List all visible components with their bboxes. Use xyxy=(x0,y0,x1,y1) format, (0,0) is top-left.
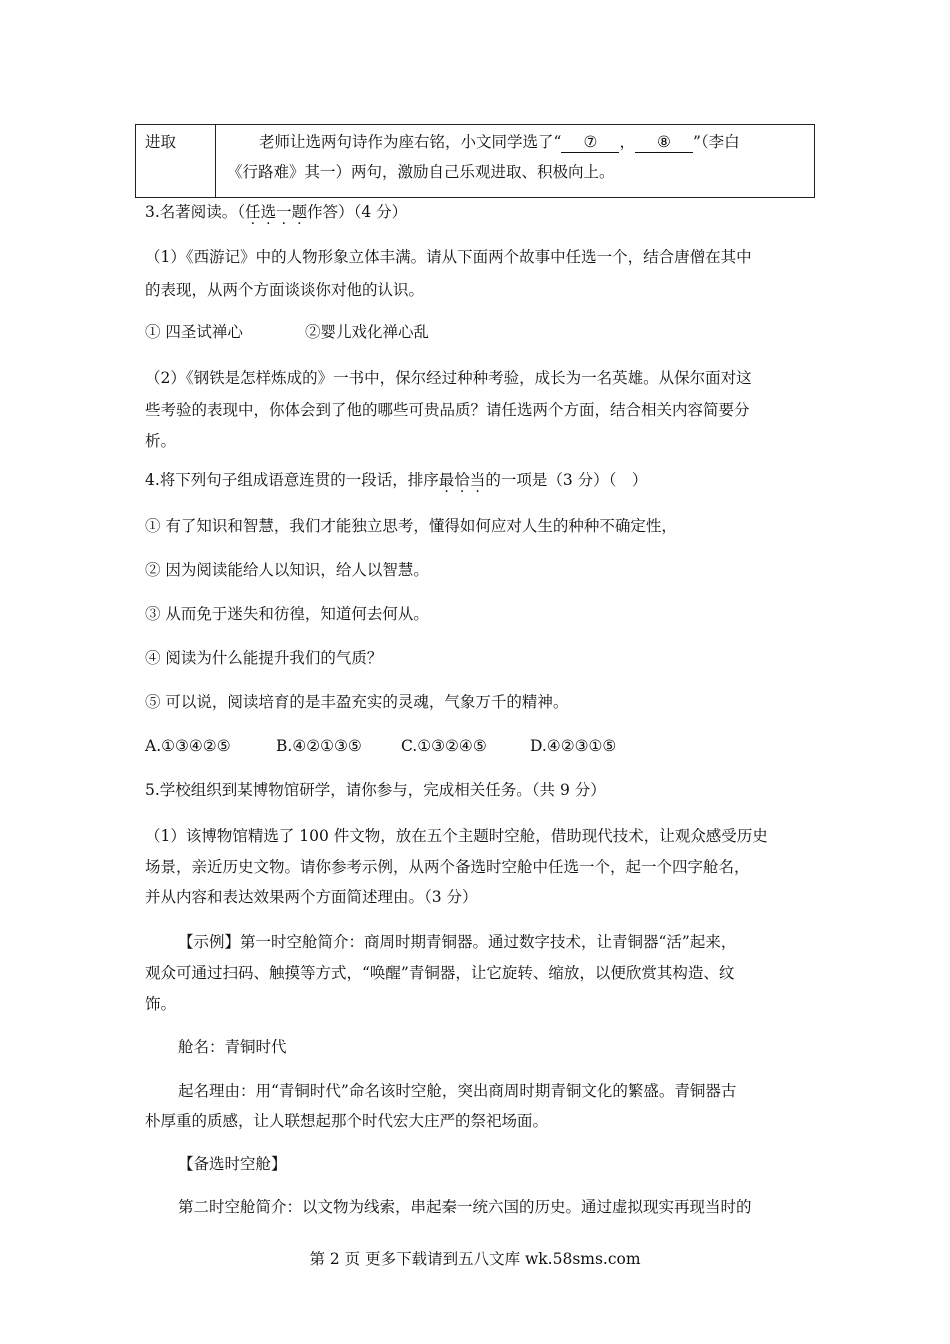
q4-sentence-5: ⑤ 可以说，阅读培育的是丰盈充实的灵魂，气象万千的精神。 xyxy=(145,693,569,711)
emphasis-char: 题 xyxy=(291,203,308,221)
table-line-1: 老师让选两句诗作为座右铭，小文同学选了“ ⑦ ， ⑧ ”（李白 xyxy=(259,133,740,151)
blank-7: ⑦ xyxy=(561,132,619,153)
q4-choice-d: D.④②③①⑤ xyxy=(530,737,617,755)
q3-title: 3.名著阅读。（任选一题作答）（4 分） xyxy=(145,203,408,221)
q5-example-line3: 饰。 xyxy=(145,995,177,1013)
table-label: 进取 xyxy=(145,133,177,151)
q5-p1-line2: 场景，亲近历史文物。请你参考示例，从两个备选时空舱中任选一个，起一个四字舱名， xyxy=(145,858,750,876)
q5-cabin-name: 舱名：青铜时代 xyxy=(178,1038,287,1056)
emphasis-char: 当 xyxy=(469,471,486,489)
q5-alt-title: 【备选时空舱】 xyxy=(178,1155,287,1173)
q3-p1-line1: （1）《西游记》中的人物形象立体丰满。请从下面两个故事中任选一个，结合唐僧在其中 xyxy=(145,248,752,266)
q5-example-line1: 【示例】第一时空舱简介：商周时期青铜器。通过数字技术，让青铜器“活”起来， xyxy=(178,933,737,951)
q5-example-line2: 观众可通过扫码、触摸等方式，“唤醒”青铜器，让它旋转、缩放，以便欣赏其构造、纹 xyxy=(145,964,735,982)
emphasis-char: 最 xyxy=(438,471,455,489)
table-line-2: 《行路难》其一）两句，激励自己乐观进取、积极向上。 xyxy=(227,163,615,181)
q4-sentence-3: ③ 从而免于迷失和彷徨，知道何去何从。 xyxy=(145,605,429,623)
q5-reason-line1: 起名理由：用“青铜时代”命名该时空舱，突出商周时期青铜文化的繁盛。青铜器古 xyxy=(178,1082,737,1100)
table-content-cell xyxy=(217,125,814,197)
emphasis-char: 一 xyxy=(276,203,292,221)
q3-emphasis xyxy=(245,203,307,221)
q5-p1-line1: （1）该博物馆精选了 100 件文物，放在五个主题时空舱，借助现代技术，让观众感受历史 xyxy=(145,827,768,845)
q4-emphasis xyxy=(439,471,486,489)
emphasis-char: 任 xyxy=(245,203,261,221)
q4-choice-a: A.①③④②⑤ xyxy=(145,737,231,755)
q3-p2-line1: （2）《钢铁是怎样炼成的》一书中，保尔经过种种考验，成长为一名英雄。从保尔面对这 xyxy=(145,369,752,387)
q5-title: 5.学校组织到某博物馆研学，请你参与，完成相关任务。（共 9 分） xyxy=(145,781,606,799)
q4-sentence-2: ② 因为阅读能给人以知识，给人以智慧。 xyxy=(145,561,429,579)
q3-p2-line3: 析。 xyxy=(145,432,177,450)
info-table xyxy=(135,124,815,198)
q4-sentence-1: ① 有了知识和智慧，我们才能独立思考，懂得如何应对人生的种种不确定性， xyxy=(145,517,677,535)
blank-8: ⑧ xyxy=(635,132,693,153)
q3-p2-line2: 些考验的表现中，你体会到了他的哪些可贵品质？请任选两个方面，结合相关内容简要分 xyxy=(145,401,750,419)
table-label-cell xyxy=(136,125,216,197)
q3-option-1: ① 四圣试禅心 xyxy=(145,323,243,341)
emphasis-char: 选 xyxy=(260,203,277,221)
q5-reason-line2: 朴厚重的质感，让人联想起那个时代宏大庄严的祭祀场面。 xyxy=(145,1112,549,1130)
emphasis-char: 恰 xyxy=(454,471,470,489)
page-footer: 第 2 页 更多下载请到五八文库 wk.58sms.com xyxy=(309,1250,641,1268)
q3-option-2: ②婴儿戏化禅心乱 xyxy=(305,323,430,341)
q5-p1-line3: 并从内容和表达效果两个方面简述理由。（3 分） xyxy=(145,888,478,906)
q4-sentence-4: ④ 阅读为什么能提升我们的气质？ xyxy=(145,649,383,667)
q4-title: 4.将下列句子组成语意连贯的一段话，排序最恰当的一项是（3 分）（ ） xyxy=(145,471,648,489)
q4-choice-c: C.①③②④⑤ xyxy=(401,737,487,755)
q5-second-line1: 第二时空舱简介：以文物为线索，串起秦一统六国的历史。通过虚拟现实再现当时的 xyxy=(178,1198,752,1216)
q3-p1-line2: 的表现，从两个方面谈谈你对他的认识。 xyxy=(145,281,425,299)
q4-choice-b: B.④②①③⑤ xyxy=(276,737,362,755)
